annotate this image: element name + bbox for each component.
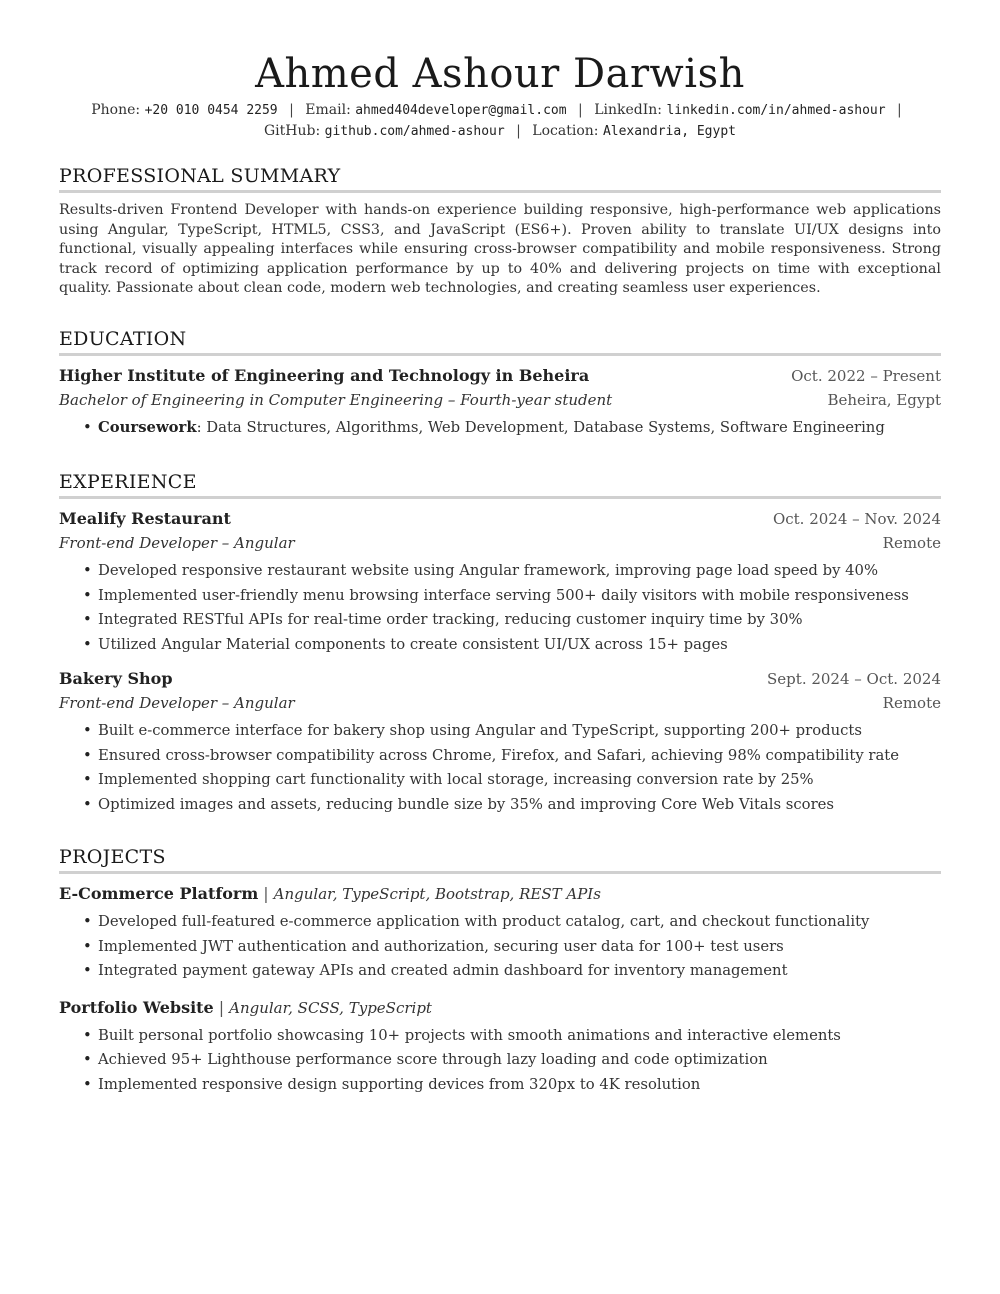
section-title-experience: EXPERIENCE	[59, 470, 941, 499]
bullet-item: • Utilized Angular Material components to create consistent UI/UX across 15+ pages	[83, 633, 941, 658]
contact-line-1	[59, 100, 941, 121]
experience-sub-row	[59, 531, 941, 555]
coursework-list	[59, 416, 941, 441]
job-role: Front-end Developer – Angular	[59, 694, 295, 712]
experience-header-row	[59, 507, 941, 531]
separator: |	[218, 997, 225, 1017]
resume-header	[59, 50, 941, 142]
location-label: Location:	[532, 123, 599, 139]
candidate-name: Ahmed Ashour Darwish	[255, 51, 745, 97]
experience-dates: Oct. 2024 – Nov. 2024	[772, 510, 941, 528]
project-name: Portfolio Website	[59, 997, 214, 1017]
experience-entry-bakery	[59, 667, 941, 817]
section-title-projects: PROJECTS	[59, 845, 941, 874]
contact-info	[59, 100, 941, 142]
project-header	[59, 996, 941, 1020]
project-tech-stack: Angular, TypeScript, Bootstrap, REST APIs	[273, 885, 601, 903]
bullet-item: • Implemented JWT authentication and authorization, securing user data for 100+ test users	[83, 935, 941, 960]
bullet-item: • Ensured cross-browser compatibility across Chrome, Firefox, and Safari, achieving 98% compatibility rate	[83, 744, 941, 769]
bullet-item: • Optimized images and assets, reducing bundle size by 35% and improving Core Web Vitals scores	[83, 793, 941, 818]
email-label: Email:	[305, 102, 351, 118]
company-name: Mealify Restaurant	[59, 509, 231, 528]
experience-dates: Sept. 2024 – Oct. 2024	[767, 670, 941, 688]
coursework-text: : Data Structures, Algorithms, Web Development, Database Systems, Software Engineering	[196, 418, 885, 436]
section-title-summary: PROFESSIONAL SUMMARY	[59, 164, 941, 193]
bullet-item: • Built e-commerce interface for bakery shop using Angular and TypeScript, supporting 200+ products	[83, 719, 941, 744]
experience-sub-row	[59, 691, 941, 715]
degree: Bachelor of Engineering in Computer Engineering – Fourth-year student	[59, 390, 613, 409]
experience-location: Remote	[882, 534, 941, 552]
summary-section	[59, 164, 941, 299]
education-sub-row	[59, 388, 941, 412]
company-name: Bakery Shop	[59, 669, 173, 688]
bullet-item: • Achieved 95+ Lighthouse performance score through lazy loading and code optimization	[83, 1048, 941, 1073]
education-header-row	[59, 364, 941, 388]
project-entry-portfolio	[59, 996, 941, 1098]
bullet-item: • Implemented user-friendly menu browsing interface serving 500+ daily visitors with mobile responsiveness	[83, 584, 941, 609]
experience-entry-mealify	[59, 507, 941, 657]
project-tech-stack: Angular, SCSS, TypeScript	[229, 998, 432, 1017]
project-bullets	[59, 910, 941, 984]
project-entry-ecommerce	[59, 882, 941, 984]
phone-value[interactable]: +20 010 0454 2259	[144, 103, 278, 118]
experience-section	[59, 470, 941, 817]
separator: |	[578, 102, 583, 118]
project-bullets	[59, 1024, 941, 1098]
section-title-education: EDUCATION	[59, 327, 941, 356]
coursework-label: Coursework	[98, 418, 197, 436]
linkedin-label: LinkedIn:	[594, 102, 662, 118]
bullet-item: • Developed full-featured e-commerce application with product catalog, cart, and checkout functionality	[83, 910, 941, 935]
institution-name: Higher Institute of Engineering and Technology in Beheira	[59, 365, 590, 385]
bullet-item: • Integrated RESTful APIs for real-time order tracking, reducing customer inquiry time by 30%	[83, 608, 941, 633]
education-section	[59, 327, 941, 441]
resume-page	[59, 0, 941, 1107]
job-role: Front-end Developer – Angular	[59, 534, 295, 552]
bullet-item: • Implemented responsive design supporting devices from 320px to 4K resolution	[83, 1073, 941, 1098]
bullet-item: • Implemented shopping cart functionality with local storage, increasing conversion rate by 25%	[83, 768, 941, 793]
education-dates: Oct. 2022 – Present	[791, 366, 941, 385]
github-label: GitHub:	[264, 123, 321, 139]
location-value: Alexandria, Egypt	[602, 124, 736, 139]
linkedin-link[interactable]: linkedin.com/in/ahmed-ashour	[666, 103, 886, 118]
separator: |	[516, 123, 521, 139]
separator: |	[897, 102, 902, 118]
experience-header-row	[59, 667, 941, 691]
education-location: Beheira, Egypt	[827, 390, 941, 409]
separator: |	[289, 102, 294, 118]
experience-bullets	[59, 719, 941, 817]
bullet-item: • Built personal portfolio showcasing 10+ projects with smooth animations and interactive elements	[83, 1024, 941, 1049]
education-entry	[59, 364, 941, 441]
phone-label: Phone:	[91, 102, 141, 118]
summary-text: Results-driven Frontend Developer with hands-on experience building responsive, high-performance web applications using Angular, TypeScript, HTML5, CSS3, and JavaScript (ES6+). Proven ability to translate UI/UX designs into functional, visually appealing interfaces while ensuring cross-browser compatibility and mobile responsiveness. Strong track record of optimizing application performance by up to 40% and delivering projects on time with exceptional quality. Passionate about clean code, modern web technologies, and creating seamless user experiences.	[59, 202, 941, 296]
projects-section	[59, 845, 941, 1097]
project-name: E-Commerce Platform	[59, 884, 259, 903]
experience-bullets	[59, 559, 941, 657]
bullet-item: • Integrated payment gateway APIs and created admin dashboard for inventory management	[83, 959, 941, 984]
separator: |	[263, 884, 269, 903]
coursework-item	[83, 416, 941, 441]
experience-location: Remote	[882, 694, 941, 712]
github-link[interactable]: github.com/ahmed-ashour	[324, 124, 505, 139]
bullet-item: • Developed responsive restaurant website using Angular framework, improving page load speed by 40%	[83, 559, 941, 584]
contact-line-2	[59, 121, 941, 142]
project-header	[59, 882, 941, 906]
email-link[interactable]: ahmed404developer@gmail.com	[355, 103, 567, 118]
